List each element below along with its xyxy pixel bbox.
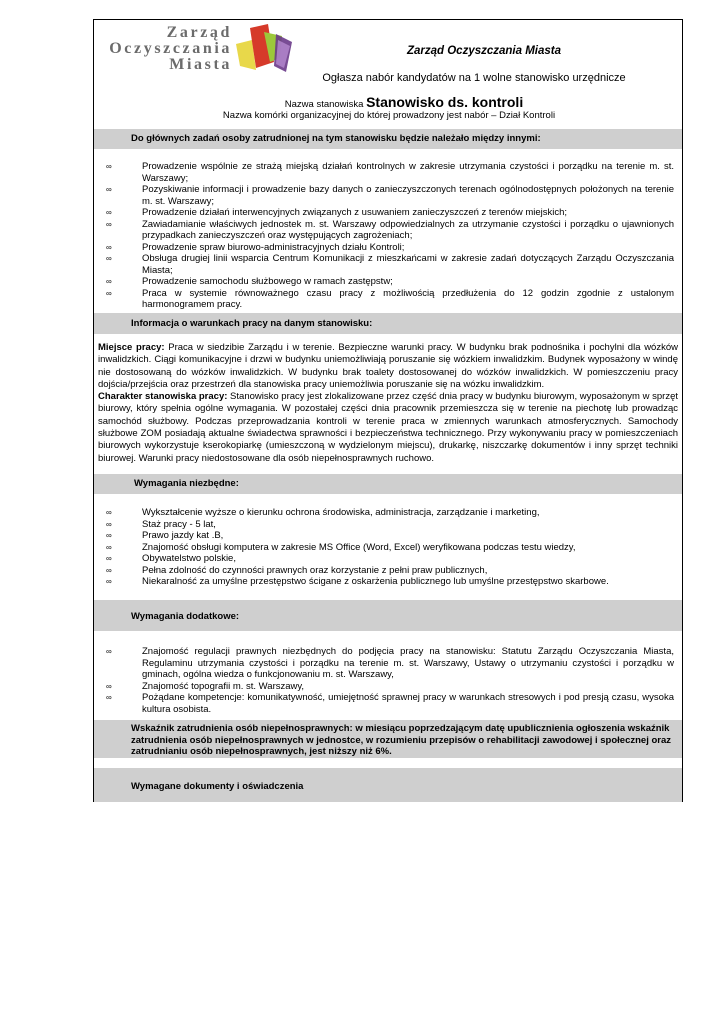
conditions-text: [98, 342, 678, 465]
org-title: Zarząd Oczyszczania Miasta: [406, 45, 562, 57]
logo-line: Zarząd: [166, 24, 232, 41]
logo-wordmark: [102, 25, 232, 73]
logo-icon: [234, 22, 294, 76]
duties-heading-bar: [94, 129, 682, 149]
bullet-icon: ∞: [106, 693, 112, 702]
list-item: ∞ Prowadzenie spraw biurowo-administracyjnych działu Kontroli;: [106, 241, 405, 253]
list-item: ∞ Znajomość regulacji prawnych niezbędnych do podjęcia pracy na stanowisku: Statutu Zarządu Oczyszczania Miasta, Regulaminu utrzymania czystości i porządku na terenie m. st. Warszawy, Ustawy o utrzymaniu czystości i porządku w gminach, ogólna wiedza o funkcjonowaniu m. st. Warszawy,: [106, 646, 674, 680]
bullet-icon: ∞: [106, 508, 112, 517]
bullet-icon: ∞: [106, 681, 112, 691]
list-item: ∞ Znajomość topografii m. st. Warszawy,: [106, 680, 305, 692]
list-item: ∞ Prowadzenie działań interwencyjnych związanych z usuwaniem zanieczyszczeń z terenów miejskich;: [106, 207, 568, 218]
bullet-icon: ∞: [106, 277, 112, 286]
list-item: ∞ Pełna zdolność do czynności prawnych oraz korzystanie z pełni praw publicznych,: [106, 564, 488, 576]
bullet-icon: ∞: [106, 162, 112, 171]
list-item: ∞ Prowadzenie wspólnie ze strażą miejską działań kontrolnych w zakresie utrzymania czystości i porządku na terenie m. st. Warszawy;: [106, 161, 674, 184]
list-item: ∞ Wykształcenie wyższe o kierunku ochrona środowiska, administracja, zarządzanie i marketing,: [106, 507, 540, 518]
announcement-document: [93, 19, 683, 802]
bullet-icon: ∞: [106, 554, 112, 563]
bullet-icon: ∞: [106, 185, 112, 194]
unit-line: Nazwa komórki organizacyjnej do której prowadzony jest nabór – Dział Kontroli: [222, 110, 556, 121]
bullet-icon: ∞: [106, 531, 112, 540]
list-item: ∞ Praca w systemie równoważnego czasu pracy z możliwością przedłużenia do 12 godzin zgodnie z ustalonym harmonogramem pracy.: [106, 287, 674, 310]
bullet-icon: ∞: [106, 577, 112, 586]
workplace-text: Praca w siedzibie Zarządu i w terenie. Bezpieczne warunki pracy. W budynku brak podnośnika i pochylni dla wózków inwalidzkich. Ciągi komunikacyjne i drzwi w budynku uniemożliwiają poruszanie się wózkiem inwalidzkim. Budynek wyposażony w windę nie dostosowaną do wózków inwalidzkich. W budynku brak toalety dostosowanej do wózków inwalidzkich. W pomieszczeniu pracy dojścia/przejścia oraz przestrzeń dla stanowiska pracy uniemożliwia poruszanie się na wózku inwalidzkim.: [98, 342, 678, 390]
bullet-icon: ∞: [106, 542, 112, 552]
list-item: ∞ Zawiadamianie właściwych jednostek m. st. Warszawy odpowiedzialnych za utrzymanie czystości i porządku o ujawnionych przypadkach zanieczyszczeń oraz występujących zagrożeniach;: [106, 218, 674, 241]
bullet-icon: ∞: [106, 647, 112, 656]
duties-list: [94, 161, 682, 311]
required-heading: Wymagania niezbędne:: [134, 478, 239, 489]
logo-line: Miasta: [169, 56, 232, 73]
character-label: Charakter stanowiska pracy:: [98, 391, 228, 403]
position-label: Nazwa stanowiska: [284, 99, 364, 110]
additional-list: [94, 646, 682, 715]
conditions-heading: Informacja o warunkach pracy na danym stanowisku:: [131, 318, 373, 329]
bullet-icon: ∞: [106, 254, 112, 263]
required-heading-bar: [94, 474, 682, 494]
bullet-icon: ∞: [106, 519, 112, 529]
bullet-icon: ∞: [106, 288, 112, 298]
documents-heading-bar: [94, 768, 682, 802]
logo-line: Oczyszczania: [109, 40, 232, 57]
list-item: ∞ Pożądane kompetencje: komunikatywność, umiejętność sprawnej pracy w warunkach stresowych i pod presją czasu, wysoka kultura osobista.: [106, 692, 674, 715]
announcement-line: Ogłasza nabór kandydatów na 1 wolne stanowisko urzędnicze: [322, 72, 626, 84]
character-text: Stanowisko pracy jest zlokalizowane przez część dnia pracy w budynku biurowym, wyposażonym w sprzęt biurowy, który spełnia ogólne wymagania. W pozostałej części dnia pracownik przemieszcza się w terenie na piechotę lub prowadząc samochód służbowy. Podczas przeprowadzania kontroli w terenie praca w zmiennych warunkach atmosferycznych. Samochody służbowe ZOM posiadają aktualne świadectwa sprawności i bezpieczeństwa technicznego. Przy wykonywaniu pracy w pomieszczeniach biurowych wykorzystuje kserokopiarkę (umieszczoną w wydzielonym miejscu), drukarkę, niszczarkę dokumentów i inny sprzęt techniki biurowej. Warunki pracy niedostosowane dla osób niepełnosprawnych ruchowo.: [98, 391, 678, 464]
bullet-icon: ∞: [106, 242, 112, 252]
list-item: ∞ Obsługa drugiej linii wsparcia Centrum Komunikacji z mieszkańcami w zakresie zadań dotyczących Zarządu Oczyszczania Miasta;: [106, 253, 674, 276]
workplace-label: Miejsce pracy:: [98, 342, 165, 353]
header: [94, 20, 682, 128]
list-item: ∞ Niekaralność za umyślne przestępstwo ścigane z oskarżenia publicznego lub umyślne przestępstwo skarbowe.: [106, 576, 609, 587]
bullet-icon: ∞: [106, 219, 112, 229]
additional-heading: Wymagania dodatkowe:: [131, 611, 240, 622]
list-item: ∞ Obywatelstwo polskie,: [106, 553, 236, 564]
conditions-heading-bar: [94, 313, 682, 334]
list-item: ∞ Znajomość obsługi komputera w zakresie MS Office (Word, Excel) weryfikowana podczas testu wiedzy,: [106, 541, 576, 553]
list-item: ∞ Staż pracy - 5 lat,: [106, 518, 216, 530]
documents-heading: Wymagane dokumenty i oświadczenia: [131, 781, 304, 792]
list-item: ∞ Pozyskiwanie informacji i prowadzenie bazy danych o zanieczyszczonych terenach ogólnodostępnych położonych na terenie m. st. Warszawy;: [106, 184, 674, 207]
position-line: [194, 94, 614, 110]
duties-heading: Do głównych zadań osoby zatrudnionej na tym stanowisku będzie należało między innymi:: [131, 133, 541, 144]
bullet-icon: ∞: [106, 208, 112, 217]
disability-indicator: Wskaźnik zatrudnienia osób niepełnosprawnych: w miesiącu poprzedzającym datę upublicznienia ogłoszenia wskaźnik zatrudnienia osób niepełnosprawnych w jednostce, w rozumieniu przepisów o rehabilitacji zawodowej i społecznej oraz zatrudnianiu osób niepełnosprawnych, jest niższy niż 6%.: [94, 720, 682, 758]
list-item: ∞ Prowadzenie samochodu służbowego w ramach zastępstw;: [106, 276, 393, 287]
position-name: Stanowisko ds. kontroli: [366, 94, 524, 110]
list-item: ∞ Prawo jazdy kat .B,: [106, 530, 224, 541]
required-list: [94, 507, 682, 588]
additional-heading-bar: [94, 600, 682, 631]
bullet-icon: ∞: [106, 565, 112, 575]
